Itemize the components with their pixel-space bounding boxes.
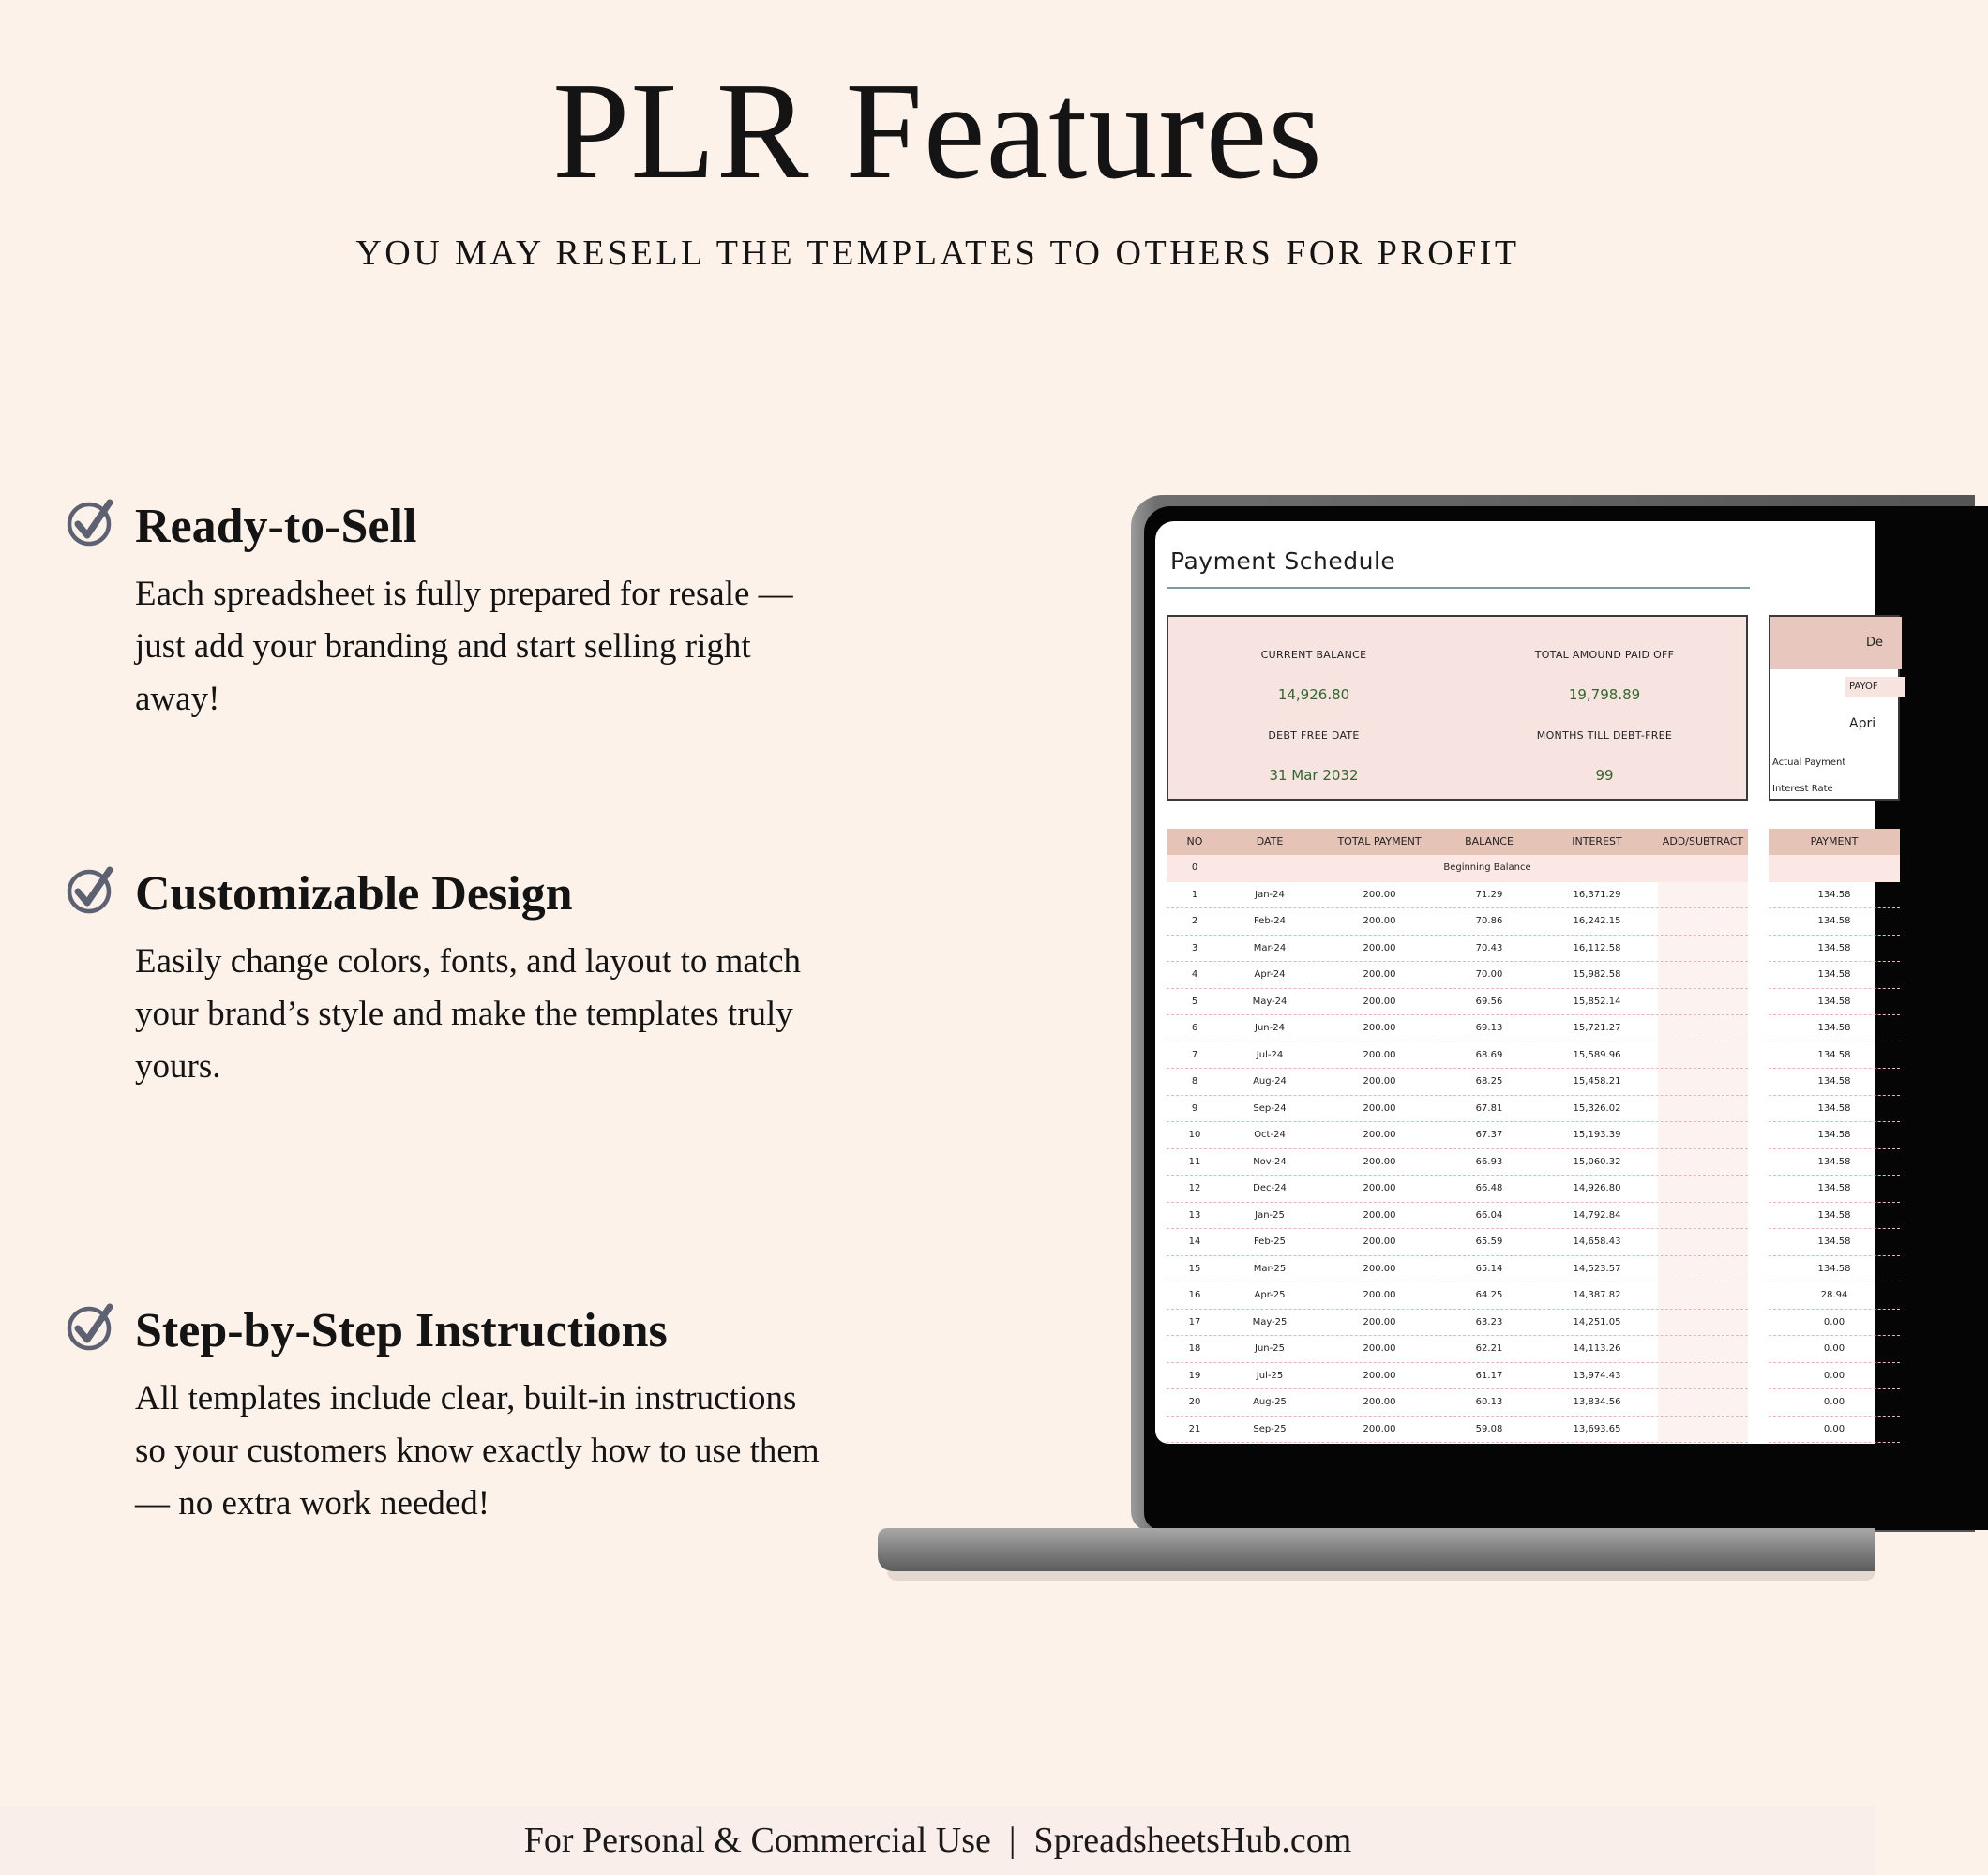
add-subtract-cell[interactable] xyxy=(1658,1122,1748,1148)
table-row xyxy=(1167,1282,1748,1310)
date-cell: Aug-24 xyxy=(1253,1076,1287,1087)
page-subtitle: YOU MAY RESELL THE TEMPLATES TO OTHERS FOR PROFIT xyxy=(355,233,1520,273)
column-header: INTEREST xyxy=(1572,835,1622,848)
table-row xyxy=(1167,1015,1748,1042)
total-payment-cell: 200.00 xyxy=(1363,996,1396,1007)
table-row xyxy=(1167,962,1748,989)
table-row xyxy=(1167,1389,1748,1417)
balance-cell: 65.14 xyxy=(1475,1263,1503,1274)
table-row xyxy=(1167,1042,1748,1070)
add-subtract-cell[interactable] xyxy=(1658,1042,1748,1069)
title-underline xyxy=(1167,587,1750,589)
row-number: 20 xyxy=(1188,1397,1201,1407)
add-subtract-cell[interactable] xyxy=(1658,936,1748,962)
date-cell: Apr-25 xyxy=(1254,1290,1286,1300)
column-header: BALANCE xyxy=(1465,835,1514,848)
table-row xyxy=(1167,1176,1748,1203)
interest-cell: 15,589.96 xyxy=(1573,1049,1621,1060)
row-number: 5 xyxy=(1191,996,1198,1007)
column-header: TOTAL PAYMENT xyxy=(1337,835,1422,848)
total-payment-cell: 200.00 xyxy=(1363,1049,1396,1060)
row-number: 2 xyxy=(1191,916,1198,926)
balance-cell: 60.13 xyxy=(1475,1397,1503,1407)
interest-cell: 13,693.65 xyxy=(1573,1423,1621,1434)
laptop-base-shadow xyxy=(887,1571,1875,1581)
payoff-label: PAYOF xyxy=(1845,677,1905,698)
interest-cell: 14,792.84 xyxy=(1573,1209,1621,1221)
interest-cell: 14,387.82 xyxy=(1573,1290,1621,1300)
date-cell: Nov-24 xyxy=(1253,1156,1287,1167)
total-payment-cell: 200.00 xyxy=(1363,1237,1396,1247)
table-row xyxy=(1167,908,1748,936)
date-cell: Mar-25 xyxy=(1253,1263,1287,1274)
balance-cell: 70.00 xyxy=(1475,969,1503,980)
add-subtract-cell[interactable] xyxy=(1658,989,1748,1015)
payment-cell: 0.00 xyxy=(1769,1417,1900,1444)
table-row xyxy=(1167,1069,1748,1096)
add-subtract-cell[interactable] xyxy=(1658,1336,1748,1362)
payment-cell: 134.58 xyxy=(1769,1096,1900,1123)
checkmark-circle-icon xyxy=(66,497,116,548)
schedule-table-body xyxy=(1167,855,1748,1443)
column-header: NO xyxy=(1186,835,1203,848)
total-payment-cell: 200.00 xyxy=(1363,942,1396,953)
date-cell: Sep-25 xyxy=(1253,1423,1287,1434)
table-row xyxy=(1167,1363,1748,1390)
balance-cell: 66.93 xyxy=(1475,1156,1503,1167)
interest-cell: 16,242.15 xyxy=(1573,916,1621,926)
add-subtract-cell[interactable] xyxy=(1658,882,1748,908)
debt-free-date-label: DEBT FREE DATE xyxy=(1268,729,1360,742)
spreadsheet-title: Payment Schedule xyxy=(1170,548,1396,575)
interest-cell: 13,834.56 xyxy=(1573,1397,1621,1407)
balance-cell: 62.21 xyxy=(1475,1343,1503,1354)
side-panel xyxy=(1769,615,1900,801)
row-number: 7 xyxy=(1191,1049,1198,1060)
date-cell: Mar-24 xyxy=(1253,942,1287,953)
table-row xyxy=(1167,882,1748,909)
months-till-debt-free-label: MONTHS TILL DEBT-FREE xyxy=(1536,729,1673,742)
balance-cell: 69.13 xyxy=(1475,1023,1503,1033)
column-header: ADD/SUBTRACT xyxy=(1662,835,1744,848)
balance-cell: 67.37 xyxy=(1475,1130,1503,1140)
column-header: DATE xyxy=(1256,835,1284,848)
table-row xyxy=(1167,1336,1748,1363)
add-subtract-cell[interactable] xyxy=(1658,908,1748,935)
column-header: PAYMENT xyxy=(1810,835,1859,848)
total-payment-cell: 200.00 xyxy=(1363,1076,1396,1087)
interest-cell: 16,371.29 xyxy=(1573,889,1621,900)
interest-cell: 15,852.14 xyxy=(1573,996,1621,1007)
interest-cell: 14,523.57 xyxy=(1573,1263,1621,1274)
row-number: 13 xyxy=(1188,1209,1201,1221)
add-subtract-cell[interactable] xyxy=(1658,1256,1748,1282)
payment-cell: 134.58 xyxy=(1769,1176,1900,1203)
total-payment-cell: 200.00 xyxy=(1363,1183,1396,1193)
row-number: 8 xyxy=(1191,1076,1198,1087)
table-row xyxy=(1167,1417,1748,1444)
row-number: 21 xyxy=(1188,1423,1201,1434)
payment-cell: 0.00 xyxy=(1769,1310,1900,1337)
date-cell: Sep-24 xyxy=(1253,1102,1287,1114)
laptop-screen xyxy=(1155,521,1884,1444)
payment-cell: 134.58 xyxy=(1769,1149,1900,1177)
total-payment-cell: 200.00 xyxy=(1363,1130,1396,1140)
payment-cell: 134.58 xyxy=(1769,1069,1900,1096)
add-subtract-cell[interactable] xyxy=(1658,1203,1748,1229)
interest-cell: 14,113.26 xyxy=(1573,1343,1621,1354)
table-row xyxy=(1167,1256,1748,1283)
payment-cell: 134.58 xyxy=(1769,908,1900,936)
table-row xyxy=(1167,989,1748,1016)
table-row xyxy=(1167,1149,1748,1177)
row-number: 15 xyxy=(1188,1263,1201,1274)
date-cell: Jan-25 xyxy=(1255,1209,1285,1221)
current-balance-value: 14,926.80 xyxy=(1277,686,1350,703)
row-number: 17 xyxy=(1188,1316,1201,1328)
payment-cell: 134.58 xyxy=(1769,936,1900,963)
beginning-balance-label: Beginning Balance xyxy=(1443,862,1531,873)
balance-cell: 70.86 xyxy=(1475,916,1503,926)
debt-free-date-value: 31 Mar 2032 xyxy=(1269,767,1359,784)
interest-cell: 15,193.39 xyxy=(1573,1130,1621,1140)
date-cell: May-24 xyxy=(1252,996,1288,1007)
interest-rate-label: Interest Rate xyxy=(1772,784,1833,794)
footer: For Personal & Commercial Use | SpreadsheetsHub.com xyxy=(0,1806,1875,1875)
payment-cell: 0.00 xyxy=(1769,1363,1900,1390)
payment-cell: 134.58 xyxy=(1769,1256,1900,1283)
feature-title: Customizable Design xyxy=(135,867,573,921)
payment-cell: 134.58 xyxy=(1769,1229,1900,1256)
payment-cell: 134.58 xyxy=(1769,989,1900,1016)
summary-panel xyxy=(1167,615,1748,801)
row-number: 10 xyxy=(1188,1130,1201,1140)
interest-cell: 14,658.43 xyxy=(1573,1237,1621,1247)
row-number: 11 xyxy=(1188,1156,1201,1167)
table-row xyxy=(1167,1203,1748,1230)
row-number: 6 xyxy=(1191,1023,1198,1033)
total-payment-cell: 200.00 xyxy=(1363,1290,1396,1300)
add-subtract-cell[interactable] xyxy=(1658,1069,1748,1095)
total-payment-cell: 200.00 xyxy=(1363,1370,1396,1381)
feature-description: All templates include clear, built-in instructions so your customers know exactly how to use them — no extra work needed! xyxy=(135,1379,820,1522)
row-number: 3 xyxy=(1191,942,1198,953)
total-payment-cell: 200.00 xyxy=(1363,1343,1396,1354)
add-subtract-cell[interactable] xyxy=(1658,1176,1748,1202)
payment-column-body xyxy=(1769,855,1900,1443)
interest-cell: 16,112.58 xyxy=(1573,942,1621,953)
row-number: 14 xyxy=(1188,1237,1201,1247)
date-cell: Feb-24 xyxy=(1253,916,1287,926)
payment-column-header xyxy=(1769,829,1900,855)
interest-cell: 15,060.32 xyxy=(1573,1156,1621,1167)
total-payment-cell: 200.00 xyxy=(1363,969,1396,980)
interest-cell: 13,974.43 xyxy=(1573,1370,1621,1381)
interest-cell: 14,251.05 xyxy=(1573,1316,1621,1328)
schedule-table-header xyxy=(1167,829,1748,855)
total-paid-value: 19,798.89 xyxy=(1568,686,1641,703)
date-cell: Dec-24 xyxy=(1253,1183,1287,1193)
interest-cell: 15,721.27 xyxy=(1573,1023,1621,1033)
feature-description: Easily change colors, fonts, and layout to match your brand’s style and make the templates truly yours. xyxy=(135,942,802,1086)
months-till-debt-free-value: 99 xyxy=(1595,767,1614,784)
total-payment-cell: 200.00 xyxy=(1363,1156,1396,1167)
total-payment-cell: 200.00 xyxy=(1363,916,1396,926)
payment-cell: 0.00 xyxy=(1769,1336,1900,1363)
interest-cell: 15,326.02 xyxy=(1573,1102,1621,1114)
row-number: 0 xyxy=(1191,862,1198,873)
balance-cell: 61.17 xyxy=(1475,1370,1503,1381)
date-cell: Jan-24 xyxy=(1255,889,1285,900)
balance-cell: 68.69 xyxy=(1475,1049,1503,1060)
add-subtract-cell[interactable] xyxy=(1658,962,1748,988)
balance-cell: 63.23 xyxy=(1475,1316,1503,1328)
balance-cell: 66.04 xyxy=(1475,1209,1503,1221)
balance-cell: 59.08 xyxy=(1475,1423,1503,1434)
table-row xyxy=(1167,1229,1748,1256)
balance-cell: 69.56 xyxy=(1475,996,1503,1007)
row-number: 18 xyxy=(1188,1343,1201,1354)
date-cell: May-25 xyxy=(1252,1316,1288,1328)
row-number: 1 xyxy=(1191,889,1198,900)
row-number: 9 xyxy=(1191,1102,1198,1114)
payment-cell: 134.58 xyxy=(1769,962,1900,989)
actual-payment-label: Actual Payment xyxy=(1772,758,1846,768)
table-row xyxy=(1167,1096,1748,1123)
interest-cell: 15,982.58 xyxy=(1573,969,1621,980)
payment-cell: 134.58 xyxy=(1769,882,1900,909)
add-subtract-cell[interactable] xyxy=(1658,1282,1748,1309)
checkmark-circle-icon xyxy=(66,1301,116,1352)
add-subtract-cell[interactable] xyxy=(1658,1149,1748,1176)
payment-cell: 134.58 xyxy=(1769,1203,1900,1230)
row-number: 4 xyxy=(1191,969,1198,980)
table-row xyxy=(1167,1122,1748,1149)
balance-cell: 65.59 xyxy=(1475,1237,1503,1247)
total-paid-label: TOTAL AMOUND PAID OFF xyxy=(1534,649,1675,661)
payment-cell xyxy=(1769,855,1900,882)
row-number: 19 xyxy=(1188,1370,1201,1381)
table-row xyxy=(1167,936,1748,963)
current-balance-label: CURRENT BALANCE xyxy=(1260,649,1367,661)
table-row xyxy=(1167,1310,1748,1337)
total-payment-cell: 200.00 xyxy=(1363,1263,1396,1274)
add-subtract-cell[interactable] xyxy=(1658,1417,1748,1443)
total-payment-cell: 200.00 xyxy=(1363,1209,1396,1221)
add-subtract-cell[interactable] xyxy=(1658,1363,1748,1389)
total-payment-cell: 200.00 xyxy=(1363,1023,1396,1033)
total-payment-cell: 200.00 xyxy=(1363,1102,1396,1114)
row-number: 16 xyxy=(1188,1290,1201,1300)
balance-cell: 67.81 xyxy=(1475,1102,1503,1114)
date-cell: Jul-24 xyxy=(1256,1049,1284,1060)
page-title: PLR Features xyxy=(552,54,1323,208)
balance-cell: 70.43 xyxy=(1475,942,1503,953)
balance-cell: 68.25 xyxy=(1475,1076,1503,1087)
beginning-balance-row xyxy=(1167,855,1748,882)
total-payment-cell: 200.00 xyxy=(1363,1423,1396,1434)
add-subtract-cell[interactable] xyxy=(1658,1229,1748,1255)
date-cell: Jun-25 xyxy=(1255,1343,1285,1354)
feature-title: Step-by-Step Instructions xyxy=(135,1304,668,1358)
balance-cell: 66.48 xyxy=(1475,1183,1503,1193)
add-subtract-cell[interactable] xyxy=(1658,1310,1748,1336)
interest-cell: 14,926.80 xyxy=(1573,1183,1621,1193)
payment-cell: 134.58 xyxy=(1769,1015,1900,1042)
payoff-month: Apri xyxy=(1849,716,1876,731)
row-number: 12 xyxy=(1188,1183,1201,1193)
laptop-base xyxy=(878,1528,1875,1571)
date-cell: Aug-25 xyxy=(1253,1397,1287,1407)
date-cell: Feb-25 xyxy=(1253,1237,1287,1247)
date-cell: Jun-24 xyxy=(1255,1023,1285,1033)
total-payment-cell: 200.00 xyxy=(1363,1397,1396,1407)
payment-cell: 0.00 xyxy=(1769,1389,1900,1417)
checkmark-circle-icon xyxy=(66,864,116,915)
interest-cell: 15,458.21 xyxy=(1573,1076,1621,1087)
balance-cell: 64.25 xyxy=(1475,1290,1503,1300)
payment-cell: 134.58 xyxy=(1769,1122,1900,1149)
add-subtract-cell[interactable] xyxy=(1658,1389,1748,1416)
payment-cell: 134.58 xyxy=(1769,1042,1900,1070)
date-cell: Jul-25 xyxy=(1256,1370,1284,1381)
balance-cell: 71.29 xyxy=(1475,889,1503,900)
date-cell: Apr-24 xyxy=(1254,969,1286,980)
add-subtract-cell[interactable] xyxy=(1658,1015,1748,1042)
total-payment-cell: 200.00 xyxy=(1363,889,1396,900)
feature-title: Ready-to-Sell xyxy=(135,500,417,553)
payment-cell: 28.94 xyxy=(1769,1282,1900,1310)
date-cell: Oct-24 xyxy=(1254,1130,1286,1140)
total-payment-cell: 200.00 xyxy=(1363,1316,1396,1328)
side-panel-title: De xyxy=(1866,636,1884,650)
feature-description: Each spreadsheet is fully prepared for resale — just add your branding and start selling right away! xyxy=(135,575,793,718)
add-subtract-cell[interactable] xyxy=(1658,1096,1748,1122)
